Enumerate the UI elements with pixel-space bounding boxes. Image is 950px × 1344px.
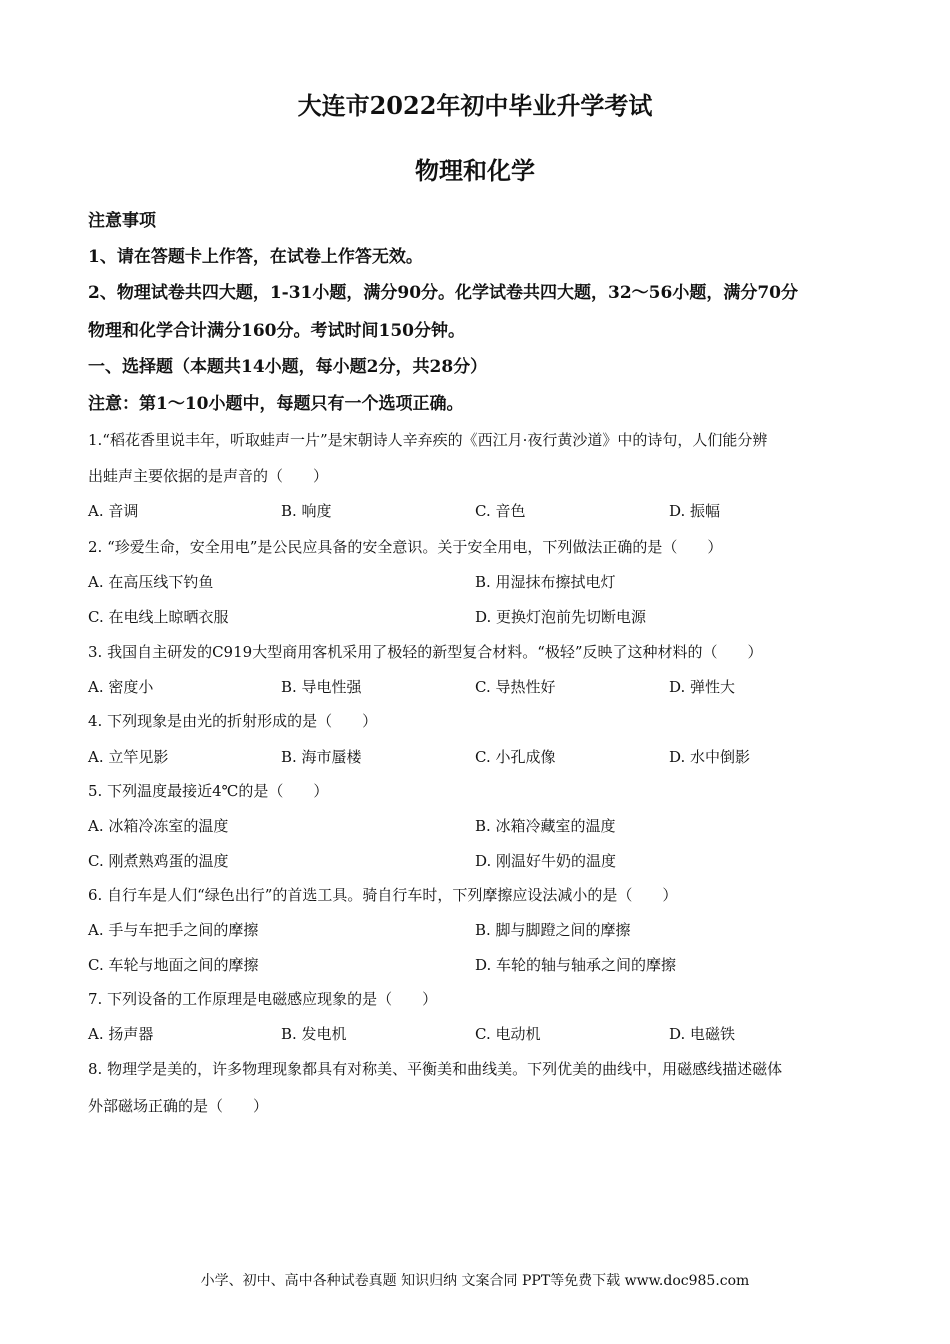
question-1-line-1: 1.“稻花香里说丰年，听取蛙声一片”是宋朝诗人辛弃疾的《西江月·夜行黄沙道》中的诗句，人们能分辨	[88, 431, 768, 449]
question-7-option-d: D. 电磁铁	[669, 1025, 736, 1043]
question-7-option-c: C. 电动机	[475, 1025, 541, 1043]
question-3: 3. 我国自主研发的C919大型商用客机采用了极轻的新型复合材料。“极轻”反映了这种材料的（ ）	[88, 643, 763, 661]
question-2: 2. “珍爱生命，安全用电”是公民应具备的安全意识。关于安全用电，下列做法正确的是（ ）	[88, 538, 723, 556]
question-8-line-1: 8. 物理学是美的，许多物理现象都具有对称美、平衡美和曲线美。下列优美的曲线中，用磁感线描述磁体	[88, 1060, 783, 1078]
question-5: 5. 下列温度最接近4℃的是（ ）	[88, 782, 329, 800]
question-2-option-b: B. 用湿抹布擦拭电灯	[475, 573, 616, 591]
question-3-option-a: A. 密度小	[88, 678, 154, 696]
question-4: 4. 下列现象是由光的折射形成的是（ ）	[88, 712, 378, 730]
question-5-option-a: A. 冰箱冷冻室的温度	[88, 817, 229, 835]
question-5-option-b: B. 冰箱冷藏室的温度	[475, 817, 616, 835]
notice-line-2b: 物理和化学合计满分160分。考试时间150分钟。	[88, 321, 465, 341]
exam-subtitle: 物理和化学	[415, 156, 535, 185]
question-5-option-c: C. 刚煮熟鸡蛋的温度	[88, 852, 229, 870]
exam-title: 大连市2022年初中毕业升学考试	[297, 91, 653, 120]
question-3-option-d: D. 弹性大	[669, 678, 736, 696]
question-5-option-d: D. 刚温好牛奶的温度	[475, 852, 617, 870]
question-7-option-a: A. 扬声器	[88, 1025, 154, 1043]
question-3-option-b: B. 导电性强	[281, 678, 362, 696]
question-2-option-a: A. 在高压线下钓鱼	[88, 573, 214, 591]
notice-line-1: 1、请在答题卡上作答，在试卷上作答无效。	[88, 247, 423, 267]
page-footer: 小学、初中、高中各种试卷真题 知识归纳 文案合同 PPT等免费下载 www.doc985.com	[200, 1273, 750, 1289]
section-note: 注意：第1～10小题中，每题只有一个选项正确。	[88, 394, 464, 414]
question-7: 7. 下列设备的工作原理是电磁感应现象的是（ ）	[88, 990, 438, 1008]
question-6-option-a: A. 手与车把手之间的摩擦	[88, 921, 259, 939]
notice-heading: 注意事项	[88, 211, 156, 231]
question-4-option-b: B. 海市蜃楼	[281, 748, 362, 766]
question-1-option-a: A. 音调	[88, 502, 139, 520]
question-6-option-b: B. 脚与脚蹬之间的摩擦	[475, 921, 631, 939]
question-2-option-d: D. 更换灯泡前先切断电源	[475, 608, 647, 626]
question-8-line-2: 外部磁场正确的是（ ）	[88, 1097, 269, 1115]
notice-line-2a: 2、物理试卷共四大题，1-31小题，满分90分。化学试卷共四大题，32～56小题，满分70分	[88, 283, 798, 303]
question-2-option-c: C. 在电线上晾晒衣服	[88, 608, 229, 626]
question-1-option-d: D. 振幅	[669, 502, 721, 520]
question-4-option-c: C. 小孔成像	[475, 748, 556, 766]
question-1-line-2: 出蛙声主要依据的是声音的（ ）	[88, 467, 329, 485]
question-3-option-c: C. 导热性好	[475, 678, 556, 696]
question-6: 6. 自行车是人们“绿色出行”的首选工具。骑自行车时，下列摩擦应设法减小的是（ ）	[88, 886, 678, 904]
question-1-option-b: B. 响度	[281, 502, 332, 520]
question-6-option-d: D. 车轮的轴与轴承之间的摩擦	[475, 956, 677, 974]
question-7-option-b: B. 发电机	[281, 1025, 347, 1043]
section-heading: 一、选择题（本题共14小题，每小题2分，共28分）	[88, 357, 488, 377]
question-6-option-c: C. 车轮与地面之间的摩擦	[88, 956, 259, 974]
question-4-option-a: A. 立竿见影	[88, 748, 169, 766]
question-1-option-c: C. 音色	[475, 502, 526, 520]
question-4-option-d: D. 水中倒影	[669, 748, 751, 766]
